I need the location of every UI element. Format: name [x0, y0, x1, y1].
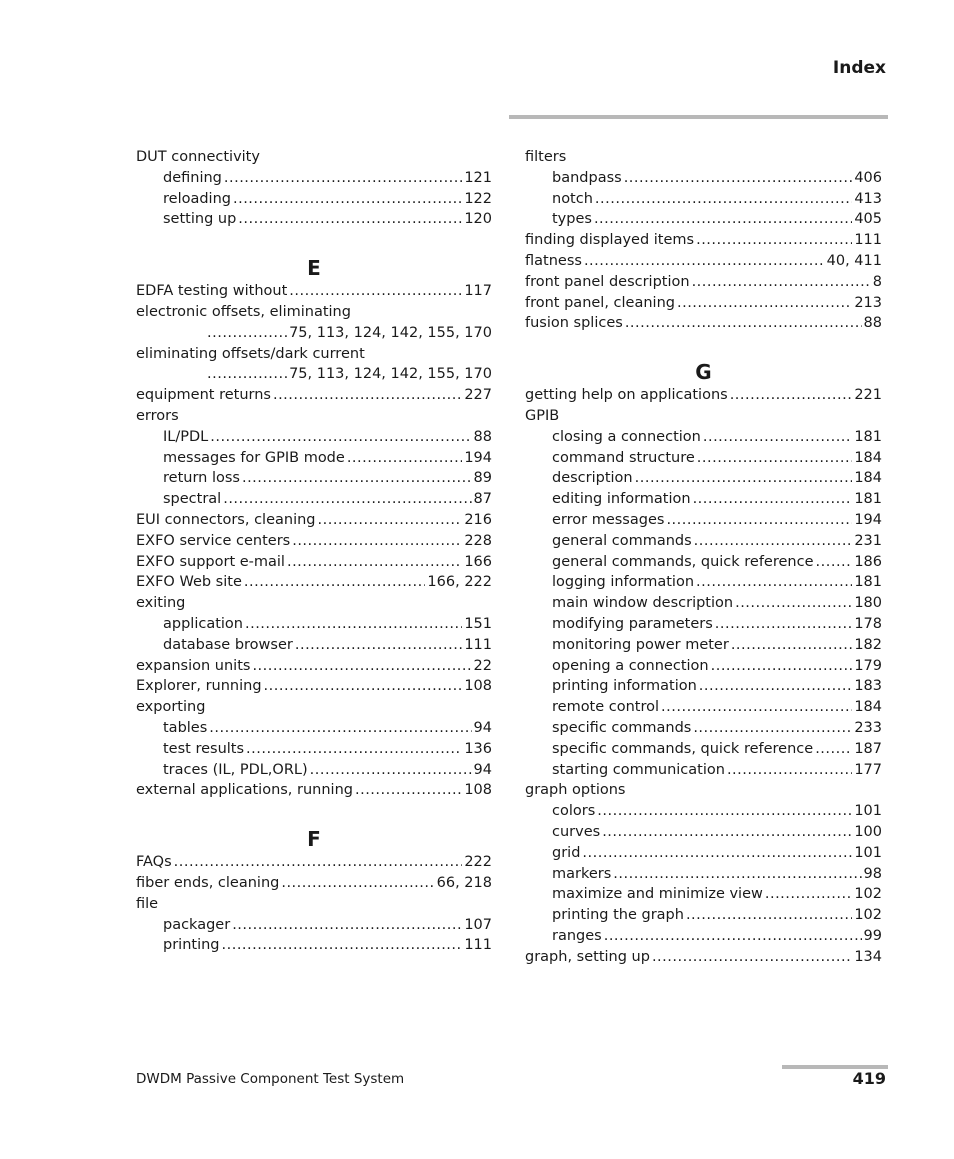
- entry-term: equipment returns: [136, 387, 271, 404]
- entry-term: EXFO service centers: [136, 532, 291, 549]
- entry-term: application: [163, 615, 243, 632]
- index-subentry: [525, 468, 882, 489]
- entry-page-numbers: 111: [464, 937, 492, 954]
- entry-term: printing: [163, 937, 220, 954]
- entry-term: database browser: [163, 636, 293, 653]
- index-subentry: [136, 718, 492, 739]
- entry-term: errors: [136, 407, 179, 424]
- entry-page-numbers: 213: [854, 294, 882, 311]
- entry-term: bandpass: [552, 169, 622, 186]
- index-entry: [136, 697, 492, 718]
- index-entry: [525, 406, 882, 427]
- index-subentry: [136, 189, 492, 210]
- index-entry: [136, 656, 492, 677]
- entry-page-numbers: 227: [464, 387, 492, 404]
- index-subentry: [525, 676, 882, 697]
- entry-page-numbers: 121: [464, 169, 492, 186]
- entry-term: filters: [525, 149, 567, 165]
- dot-leader: [252, 656, 471, 677]
- entry-page-numbers: 180: [854, 595, 882, 612]
- index-entry: [525, 272, 882, 293]
- index-entry: [525, 385, 882, 406]
- entry-page-numbers: 179: [854, 657, 882, 674]
- dot-leader: [207, 364, 287, 385]
- index-subentry: [525, 552, 882, 573]
- index-subentry: [525, 572, 882, 593]
- entry-term: reloading: [163, 190, 231, 207]
- index-entry: [136, 894, 492, 915]
- index-entry: [136, 552, 492, 573]
- dot-leader: [355, 780, 462, 801]
- index-subentry: [136, 739, 492, 760]
- entry-term: EXFO support e-mail: [136, 553, 285, 570]
- entry-page-numbers: 8: [872, 273, 882, 290]
- index-subentry: [136, 427, 492, 448]
- entry-term: file: [136, 895, 159, 912]
- entry-page-numbers: 88: [863, 315, 882, 332]
- dot-leader: [273, 385, 462, 406]
- entry-term: return loss: [163, 470, 240, 487]
- entry-page-numbers: 134: [854, 948, 882, 965]
- dot-leader: [292, 531, 462, 552]
- index-entry: [136, 873, 492, 894]
- dot-leader: [209, 718, 471, 739]
- entry-term: messages for GPIB mode: [163, 449, 345, 466]
- index-subentry: [525, 448, 882, 469]
- entry-term: modifying parameters: [552, 615, 713, 632]
- dot-leader: [731, 635, 853, 656]
- index-subentry: [525, 843, 882, 864]
- index-entry: [136, 323, 492, 344]
- dot-leader: [584, 251, 825, 272]
- entry-term: FAQs: [136, 854, 172, 871]
- dot-leader: [666, 510, 852, 531]
- index-subentry: [525, 189, 882, 210]
- index-section: [525, 360, 882, 967]
- index-section: [136, 147, 492, 230]
- dot-leader: [287, 552, 462, 573]
- entry-page-numbers: 228: [464, 532, 492, 549]
- entry-term: specific commands, quick reference: [552, 740, 814, 757]
- dot-leader: [677, 293, 852, 314]
- entry-page-numbers: 166: [464, 553, 492, 570]
- entry-term: general commands: [552, 532, 692, 549]
- index-subentry: [525, 168, 882, 189]
- entry-term: exporting: [136, 699, 206, 716]
- entry-term: EUI connectors, cleaning: [136, 511, 316, 528]
- entry-term: external applications, running: [136, 782, 353, 799]
- footer-document-title: DWDM Passive Component Test System: [136, 1071, 405, 1087]
- entry-page-numbers: 22: [473, 657, 492, 674]
- entry-page-numbers: 111: [464, 636, 492, 653]
- index-subentry: [136, 168, 492, 189]
- entry-term: Explorer, running: [136, 678, 262, 695]
- index-entry: [136, 406, 492, 427]
- index-entry: [525, 293, 882, 314]
- dot-leader: [207, 323, 287, 344]
- dot-leader: [244, 572, 426, 593]
- index-entry: [136, 593, 492, 614]
- section-letter: E: [307, 256, 321, 281]
- entry-page-numbers: 194: [854, 511, 882, 528]
- index-entry: [525, 251, 882, 272]
- dot-leader: [604, 926, 862, 947]
- dot-leader: [232, 915, 462, 936]
- entry-term: command structure: [552, 449, 695, 466]
- index-subentry: [136, 935, 492, 956]
- dot-leader: [696, 230, 852, 251]
- entry-page-numbers: 181: [854, 428, 882, 445]
- index-entry: [136, 385, 492, 406]
- entry-term: opening a connection: [552, 657, 709, 674]
- index-subentry: [136, 468, 492, 489]
- dot-leader: [233, 189, 462, 210]
- entry-term: GPIB: [525, 407, 560, 424]
- entry-term: grid: [552, 844, 581, 861]
- dot-leader: [224, 168, 462, 189]
- entry-page-numbers: 75, 113, 124, 142, 155, 170: [289, 324, 492, 341]
- entry-term: packager: [163, 916, 231, 933]
- entry-page-numbers: 75, 113, 124, 142, 155, 170: [289, 366, 492, 383]
- index-entry: [525, 230, 882, 251]
- dot-leader: [597, 801, 852, 822]
- dot-leader: [697, 448, 853, 469]
- index-subentry: [525, 656, 882, 677]
- index-entry: [136, 510, 492, 531]
- entry-term: markers: [552, 865, 612, 882]
- dot-leader: [625, 313, 862, 334]
- entry-term: graph, setting up: [525, 948, 650, 965]
- entry-term: traces (IL, PDL,ORL): [163, 761, 308, 778]
- index-section: [136, 256, 492, 801]
- entry-term: setting up: [163, 211, 237, 228]
- dot-leader: [310, 760, 472, 781]
- entry-page-numbers: 186: [854, 553, 882, 570]
- index-entry: [136, 281, 492, 302]
- entry-page-numbers: 40, 411: [826, 252, 882, 269]
- entry-page-numbers: 102: [854, 907, 882, 924]
- index-subentry: [136, 614, 492, 635]
- entry-term: electronic offsets, eliminating: [136, 303, 351, 320]
- entry-term: front panel, cleaning: [525, 294, 675, 311]
- index-subentry: [525, 905, 882, 926]
- entry-term: front panel description: [525, 273, 690, 290]
- dot-leader: [699, 676, 853, 697]
- entry-page-numbers: 181: [854, 574, 882, 591]
- dot-leader: [238, 209, 462, 230]
- index-subentry: [525, 489, 882, 510]
- entry-term: spectral: [163, 491, 222, 508]
- entry-term: monitoring power meter: [552, 636, 729, 653]
- dot-leader: [242, 468, 472, 489]
- entry-term: defining: [163, 169, 222, 186]
- entry-page-numbers: 183: [854, 678, 882, 695]
- dot-leader: [582, 843, 852, 864]
- dot-leader: [692, 272, 871, 293]
- entry-term: colors: [552, 803, 596, 820]
- entry-page-numbers: 184: [854, 449, 882, 466]
- dot-leader: [694, 531, 853, 552]
- index-entry: [525, 313, 882, 334]
- index-subentry: [525, 209, 882, 230]
- index-subentry: [525, 739, 882, 760]
- index-subentry: [136, 489, 492, 510]
- dot-leader: [635, 468, 853, 489]
- dot-leader: [686, 905, 852, 926]
- footer-page-number: 419: [852, 1069, 886, 1088]
- entry-page-numbers: 108: [464, 678, 492, 695]
- index-entry: [136, 780, 492, 801]
- entry-page-numbers: 194: [464, 449, 492, 466]
- entry-page-numbers: 89: [473, 470, 492, 487]
- entry-page-numbers: 122: [464, 190, 492, 207]
- entry-page-numbers: 184: [854, 470, 882, 487]
- entry-page-numbers: 94: [473, 761, 492, 778]
- entry-page-numbers: 221: [854, 387, 882, 404]
- index-entry: [136, 676, 492, 697]
- entry-page-numbers: 99: [863, 927, 882, 944]
- index-entry: [136, 344, 492, 365]
- entry-term: test results: [163, 740, 245, 757]
- entry-term: notch: [552, 190, 593, 207]
- index-section: [136, 827, 492, 956]
- dot-leader: [289, 281, 462, 302]
- index-subentry: [525, 635, 882, 656]
- index-entry: [525, 947, 882, 968]
- index-subentry: [525, 864, 882, 885]
- entry-page-numbers: 166, 222: [427, 574, 492, 591]
- index-subentry: [525, 718, 882, 739]
- entry-term: ranges: [552, 927, 602, 944]
- entry-term: main window description: [552, 595, 734, 612]
- entry-page-numbers: 216: [464, 511, 492, 528]
- entry-page-numbers: 88: [473, 428, 492, 445]
- index-entry: [136, 852, 492, 873]
- dot-leader: [735, 593, 852, 614]
- entry-term: DUT connectivity: [136, 149, 260, 165]
- entry-page-numbers: 108: [464, 782, 492, 799]
- index-subentry: [525, 822, 882, 843]
- entry-term: remote control: [552, 699, 660, 716]
- entry-page-numbers: 101: [854, 803, 882, 820]
- entry-page-numbers: 184: [854, 699, 882, 716]
- index-entry: [136, 302, 492, 323]
- dot-leader: [652, 947, 852, 968]
- dot-leader: [264, 676, 463, 697]
- entry-page-numbers: 233: [854, 719, 882, 736]
- entry-page-numbers: 187: [854, 740, 882, 757]
- index-subentry: [136, 448, 492, 469]
- entry-term: expansion units: [136, 657, 251, 674]
- entry-term: starting communication: [552, 761, 725, 778]
- dot-leader: [661, 697, 852, 718]
- entry-term: graph options: [525, 782, 626, 799]
- index-entry: [525, 147, 882, 168]
- entry-term: flatness: [525, 252, 582, 269]
- entry-term: logging information: [552, 574, 695, 591]
- entry-page-numbers: 413: [854, 190, 882, 207]
- dot-leader: [613, 864, 861, 885]
- dot-leader: [210, 427, 471, 448]
- dot-leader: [711, 656, 853, 677]
- entry-page-numbers: 98: [863, 865, 882, 882]
- index-subentry: [136, 635, 492, 656]
- entry-page-numbers: 406: [854, 169, 882, 186]
- dot-leader: [602, 822, 852, 843]
- dot-leader: [318, 510, 463, 531]
- running-header-title: Index: [832, 58, 886, 78]
- index-column-right: [525, 147, 882, 993]
- entry-term: printing the graph: [552, 907, 684, 924]
- entry-term: eliminating offsets/dark current: [136, 345, 365, 362]
- dot-leader: [281, 873, 434, 894]
- entry-page-numbers: 107: [464, 916, 492, 933]
- index-subentry: [525, 926, 882, 947]
- index-entry: [136, 364, 492, 385]
- entry-page-numbers: 178: [854, 615, 882, 632]
- entry-page-numbers: 177: [854, 761, 882, 778]
- dot-leader: [703, 427, 852, 448]
- entry-term: maximize and minimize view: [552, 886, 763, 903]
- index-subentry: [525, 614, 882, 635]
- dot-leader: [222, 935, 463, 956]
- dot-leader: [693, 718, 852, 739]
- dot-leader: [595, 189, 852, 210]
- index-subentry: [525, 531, 882, 552]
- entry-term: EXFO Web site: [136, 574, 242, 591]
- entry-page-numbers: 94: [473, 719, 492, 736]
- entry-page-numbers: 231: [854, 532, 882, 549]
- section-letter: F: [307, 827, 321, 852]
- dot-leader: [765, 884, 852, 905]
- entry-page-numbers: 117: [464, 283, 492, 300]
- entry-page-numbers: 181: [854, 491, 882, 508]
- entry-term: IL/PDL: [163, 428, 209, 445]
- dot-leader: [715, 614, 853, 635]
- index-subentry: [525, 884, 882, 905]
- index-subentry: [525, 593, 882, 614]
- header-rule: [509, 115, 888, 119]
- entry-term: fiber ends, cleaning: [136, 874, 280, 891]
- entry-term: getting help on applications: [525, 387, 728, 404]
- index-subentry: [136, 760, 492, 781]
- index-subentry: [525, 697, 882, 718]
- entry-term: tables: [163, 719, 208, 736]
- index-entry: [136, 147, 492, 168]
- section-letter: G: [695, 360, 712, 385]
- entry-page-numbers: 405: [854, 211, 882, 228]
- dot-leader: [727, 760, 852, 781]
- index-section: [525, 147, 882, 334]
- entry-page-numbers: 120: [464, 211, 492, 228]
- entry-term: curves: [552, 823, 601, 840]
- entry-term: general commands, quick reference: [552, 553, 814, 570]
- dot-leader: [347, 448, 463, 469]
- entry-term: closing a connection: [552, 428, 701, 445]
- index-subentry: [136, 209, 492, 230]
- index-subentry: [525, 760, 882, 781]
- entry-page-numbers: 151: [464, 615, 492, 632]
- entry-page-numbers: 222: [464, 854, 492, 871]
- dot-leader: [223, 489, 471, 510]
- dot-leader: [693, 489, 853, 510]
- dot-leader: [245, 614, 462, 635]
- index-subentry: [136, 915, 492, 936]
- entry-page-numbers: 102: [854, 886, 882, 903]
- index-subentry: [525, 427, 882, 448]
- entry-page-numbers: 136: [464, 740, 492, 757]
- dot-leader: [730, 385, 853, 406]
- entry-page-numbers: 66, 218: [436, 874, 492, 891]
- dot-leader: [624, 168, 853, 189]
- entry-page-numbers: 87: [473, 491, 492, 508]
- entry-page-numbers: 101: [854, 844, 882, 861]
- index-column-left: [136, 147, 492, 982]
- dot-leader: [295, 635, 462, 656]
- dot-leader: [696, 572, 852, 593]
- entry-page-numbers: 182: [854, 636, 882, 653]
- entry-page-numbers: 100: [854, 823, 882, 840]
- entry-term: editing information: [552, 491, 691, 508]
- index-subentry: [525, 510, 882, 531]
- entry-term: exiting: [136, 595, 186, 612]
- index-entry: [525, 780, 882, 801]
- index-subentry: [525, 801, 882, 822]
- dot-leader: [816, 552, 853, 573]
- entry-page-numbers: 111: [854, 232, 882, 249]
- index-entry: [136, 531, 492, 552]
- entry-term: specific commands: [552, 719, 692, 736]
- entry-term: types: [552, 211, 592, 228]
- entry-term: EDFA testing without: [136, 283, 288, 300]
- dot-leader: [815, 739, 852, 760]
- index-entry: [136, 572, 492, 593]
- entry-term: error messages: [552, 511, 665, 528]
- dot-leader: [174, 852, 463, 873]
- entry-term: printing information: [552, 678, 697, 695]
- dot-leader: [246, 739, 462, 760]
- entry-term: fusion splices: [525, 315, 623, 332]
- entry-term: description: [552, 470, 633, 487]
- entry-term: finding displayed items: [525, 232, 695, 249]
- dot-leader: [594, 209, 852, 230]
